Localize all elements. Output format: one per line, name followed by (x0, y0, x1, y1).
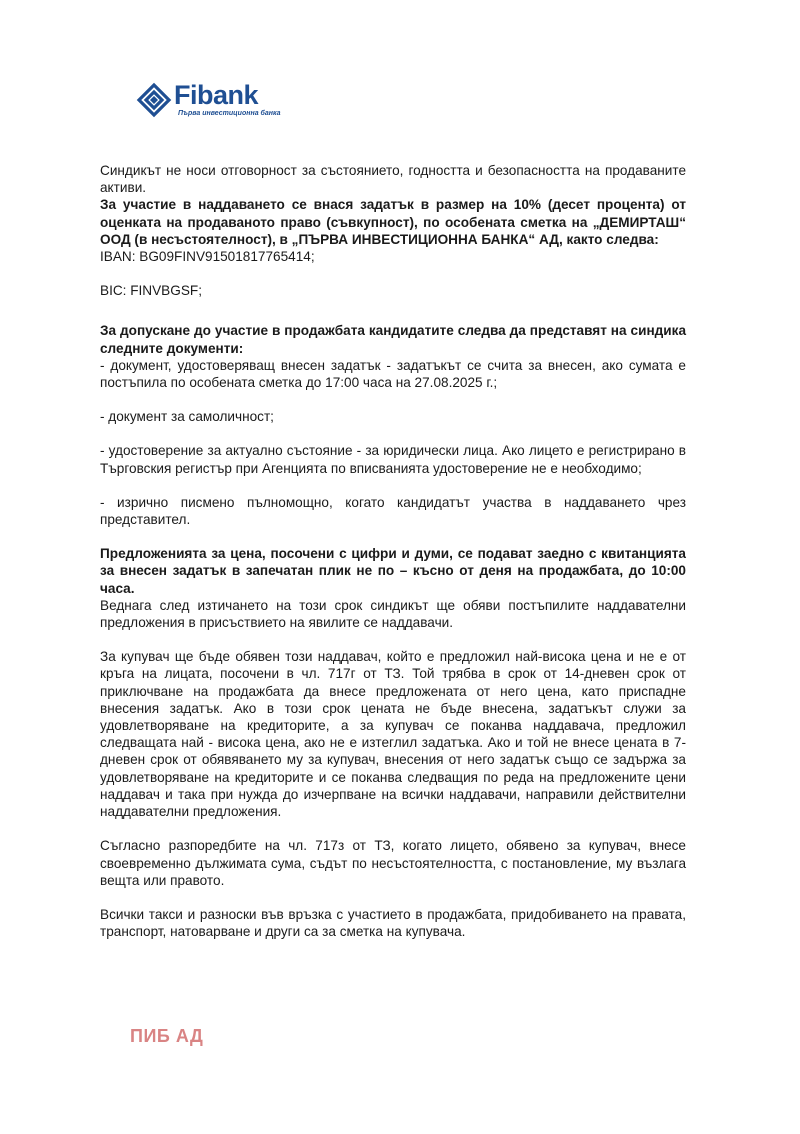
document-item-id: - документ за самоличност; (100, 409, 274, 425)
fibank-logo (136, 80, 296, 120)
logo-name: Fibank (174, 80, 259, 110)
logo-tagline: Първа инвестиционна банка (178, 110, 281, 117)
bic-line: BIC: FINVBGSF; (100, 283, 202, 299)
paragraph-offers: Предложенията за цена, посочени с цифри и думи, се подават заедно с квитанцията за внесен задатък в запечатан плик не по – късно от деня на продажбата, до 10:00 часа. (100, 546, 686, 596)
paragraph-offers-announcement: Веднага след изтичането на този срок синдикът ще обяви постъпилите наддавателни предложения в присъствието на явилите се наддавачи. (100, 597, 686, 631)
paragraph-court: Съгласно разпоредбите на чл. 717з от ТЗ, когато лицето, обявено за купувач, внесе своевременно дължимата сума, съдът по несъстоятелността, с постановление, му възлага вещта или правото. (100, 838, 686, 888)
document-item-power-of-attorney: - изрично писмено пълномощно, когато кандидатът участва в наддаването чрез представител. (100, 494, 686, 528)
document-item-deposit: - документ, удостоверяващ внесен задатък - задатъкът се счита за внесен, ако сумата е постъпила по особената сметка до 17:00 часа на 27.08.2025 г.; (100, 357, 686, 391)
stamp-text: ПИБ АД (130, 1026, 204, 1046)
paragraph-deposit: За участие в наддаването се внася задатък в размер на 10% (десет процента) от оценката на продаваното право (съвкупност), по особената сметка на „ДЕМИРТАШ“ ООД (в несъстоятелност), в „ПЪРВА ИНВЕСТИЦИОННА БАНКА“ АД, както следва: (100, 197, 686, 247)
document-body (100, 162, 686, 940)
iban-line: IBAN: BG09FINV91501817765414; (100, 249, 315, 265)
documents-heading: За допускане до участие в продажбата кандидатите следва да представят на синдика следните документи: (100, 323, 686, 356)
paragraph-buyer: За купувач ще бъде обявен този наддавач, който е предложил най-висока цена и не е от кръга на лицата, посочени в чл. 717г от ТЗ. Той трябва в срок от 14-дневен срок от приключване на продажбата да внесе предложената от него цена, като приспадне внесения задатък. Ако в този срок цената не бъде внесена, задатъкът служи за удовлетворяване на кредиторите, а за купувач се поканва наддавача, предложил следващата най - висока цена, ако не е изтеглил задатъка. Ако и той не внесе цената в 7-дневен срок от обявяването му за купувач, внесения от него задатък също се задържа за удовлетворяване на кредиторите и се поканва следващия по реда на предложените цени наддавач и така при нужда до изчерпване на всички наддавачи, направили действителни наддавателни предложения. (100, 649, 686, 820)
paragraph-liability: Синдикът не носи отговорност за състоянието, годността и безопасността на продаваните активи. (100, 163, 686, 196)
fibank-diamond-icon (136, 82, 172, 118)
document-item-certificate: - удостоверение за актуално състояние - за юридически лица. Ако лицето е регистрирано в Търговския регистър при Агенцията по вписванията удостоверение не е необходимо; (100, 443, 686, 476)
paragraph-fees: Всички такси и разноски във връзка с участието в продажбата, придобиването на правата, транспорт, натоварване и други са за сметка на купувача. (100, 906, 686, 940)
